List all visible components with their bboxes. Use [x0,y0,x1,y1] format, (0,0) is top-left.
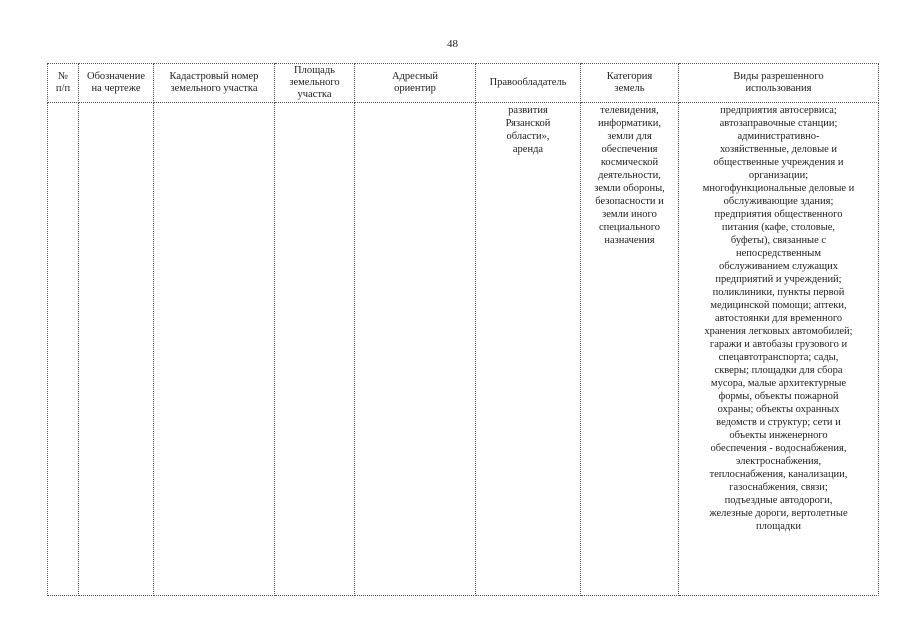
header-permitted-use: Виды разрешенного использования [679,64,879,103]
table-row [48,103,879,596]
cell-designation [79,103,154,596]
page-number: 48 [447,38,458,50]
cell-cadastral-number [154,103,275,596]
table-header-row [48,64,879,103]
land-plots-table [47,63,879,596]
header-number: № п/п [48,64,79,103]
header-land-category: Категория земель [581,64,679,103]
header-designation: Обозначение на чертеже [79,64,154,103]
cell-address [355,103,476,596]
cell-owner: развития Рязанской области», аренда [476,103,581,596]
cell-number [48,103,79,596]
header-address: Адресный ориентир [355,64,476,103]
cell-permitted-use: предприятия автосервиса; автозаправочные станции; административно- хозяйственные, деловые и общественные учреждения и организации; многофункциональные деловые и обслуживающие здания; предприятия общественного питания (кафе, столовые, буфеты), связанные с непосредственным обслуживанием служащих предприятий и учреждений; поликлиники, пункты первой медицинской помощи; аптеки, автостоянки для временного хранения легковых автомобилей; гаражи и автобазы грузового и спецавтотранспорта; сады, скверы; площадки для сбора мусора, малые архитектурные формы, объекты пожарной охраны; объекты охранных ведомств и структур; сети и объекты инженерного обеспечения - водоснабжения, электроснабжения, теплоснабжения, канализации, газоснабжения, связи; подъездные автодороги, железные дороги, вертолетные площадки [679,103,879,596]
header-owner: Правообладатель [476,64,581,103]
header-area: Площадь земельного участка [275,64,355,103]
header-cadastral-number: Кадастровый номер земельного участка [154,64,275,103]
cell-area [275,103,355,596]
cell-land-category: телевидения, информатики, земли для обеспечения космической деятельности, земли обороны, безопасности и земли иного специального назначения [581,103,679,596]
